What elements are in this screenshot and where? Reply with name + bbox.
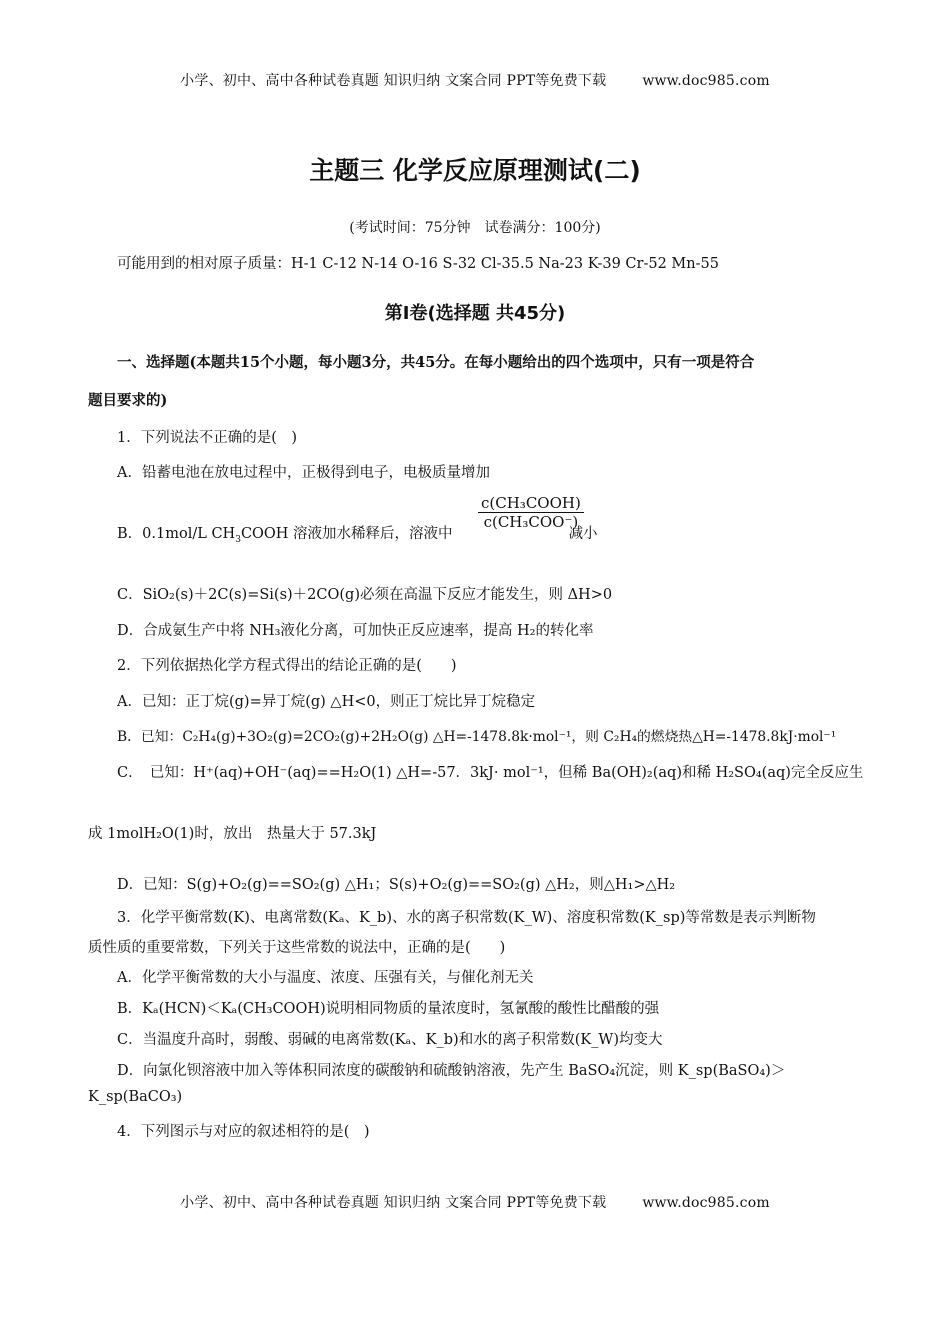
q3-option-a: A．化学平衡常数的大小与温度、浓度、压强有关，与催化剂无关 <box>117 970 534 986</box>
instructions-line-2: 题目要求的) <box>88 392 168 409</box>
q2-option-c-line-1: C． 已知：H⁺(aq)+OH⁻(aq)==H₂O(1) △H=-57．3kJ· mol⁻¹，但稀 Ba(OH)₂(aq)和稀 H₂SO₄(aq)完全反应生 <box>117 765 864 781</box>
atomic-mass-line: 可能用到的相对原子质量：H-1 C-12 N-14 O-16 S-32 Cl-35.5 Na-23 K-39 Cr-52 Mn-55 <box>117 256 719 272</box>
q2-option-a: A．已知：正丁烷(g)=异丁烷(g) △H<0，则正丁烷比异丁烷稳定 <box>117 694 536 710</box>
q1-option-c: C．SiO₂(s)＋2C(s)=Si(s)＋2CO(g)必须在高温下反应才能发生，则 ΔH>0 <box>117 587 613 603</box>
q1-b-mid: COOH 溶液加水稀释后，溶液中 <box>240 526 453 542</box>
q3-stem-line-1: 3．化学平衡常数(K)、电离常数(Kₐ、K_b)、水的离子积常数(K_W)、溶度积常数(K_sp)等常数是表示判断物 <box>117 910 816 926</box>
q1-fraction <box>478 494 584 531</box>
q2-option-b: B．已知：C₂H₄(g)+3O₂(g)=2CO₂(g)+2H₂O(g) △H=-1478.8k·mol⁻¹，则 C₂H₄的燃烧热△H=-1478.8kJ·mol⁻¹ <box>117 729 837 745</box>
fraction-numerator: c(CH₃COOH) <box>478 494 584 513</box>
q1-stem: 1．下列说法不正确的是( ) <box>117 430 298 446</box>
fraction-denominator: c(CH₃COO⁻) <box>483 513 579 531</box>
exam-info: (考试时间：75分钟 试卷满分：100分) <box>349 220 601 236</box>
q2-stem: 2．下列依据热化学方程式得出的结论正确的是( ) <box>117 658 457 674</box>
header-text: 小学、初中、高中各种试卷真题 知识归纳 文案合同 PPT等免费下载 <box>180 73 607 89</box>
q1-b-post: 减小 <box>568 526 598 542</box>
q1-option-a: A．铅蓄电池在放电过程中，正极得到电子，电极质量增加 <box>117 465 490 481</box>
q3-option-b: B．Kₐ(HCN)＜Kₐ(CH₃COOH)说明相同物质的量浓度时，氢氰酸的酸性比醋酸的强 <box>117 1001 660 1017</box>
header-url[interactable]: www.doc985.com <box>642 73 770 89</box>
page-header <box>0 70 950 90</box>
q3-stem-line-2: 质性质的重要常数，下列关于这些常数的说法中，正确的是( ) <box>88 940 506 956</box>
footer-text: 小学、初中、高中各种试卷真题 知识归纳 文案合同 PPT等免费下载 <box>180 1195 607 1211</box>
q3-option-d-line-2: K_sp(BaCO₃) <box>88 1089 183 1105</box>
q4-stem: 4．下列图示与对应的叙述相符的是( ) <box>117 1124 370 1140</box>
q1-option-b: B．0.1mol/L $CH_3COOH$ 溶液加水稀释后，溶液中 减小 <box>117 526 598 545</box>
q2-option-d: D．已知：S(g)+O₂(g)==SO₂(g) △H₁；S(s)+O₂(g)==SO₂(g) △H₂，则△H₁>△H₂ <box>117 877 676 893</box>
q1-b-pre: B．0.1mol/L CH <box>117 526 236 542</box>
q1-option-d: D．合成氨生产中将 NH₃液化分离，可加快正反应速率，提高 H₂的转化率 <box>117 623 594 639</box>
q3-option-c: C．当温度升高时，弱酸、弱碱的电离常数(Kₐ、K_b)和水的离子积常数(K_W)均变大 <box>117 1032 663 1048</box>
footer-url[interactable]: www.doc985.com <box>642 1195 770 1211</box>
page-footer <box>0 1192 950 1212</box>
instructions-line-1: 一、选择题(本题共15个小题，每小题3分，共45分。在每小题给出的四个选项中，只有一项是符合 <box>117 354 755 371</box>
page-title: 主题三 化学反应原理测试(二) <box>309 156 641 185</box>
section-heading: 第Ⅰ卷(选择题 共45分) <box>384 303 566 324</box>
q3-option-d-line-1: D．向氯化钡溶液中加入等体积同浓度的碳酸钠和硫酸钠溶液，先产生 BaSO₄沉淀，则 K_sp(BaSO₄)＞ <box>117 1063 786 1079</box>
q2-option-c-line-2: 成 1molH₂O(1)时，放出 热量大于 57.3kJ <box>88 826 377 842</box>
